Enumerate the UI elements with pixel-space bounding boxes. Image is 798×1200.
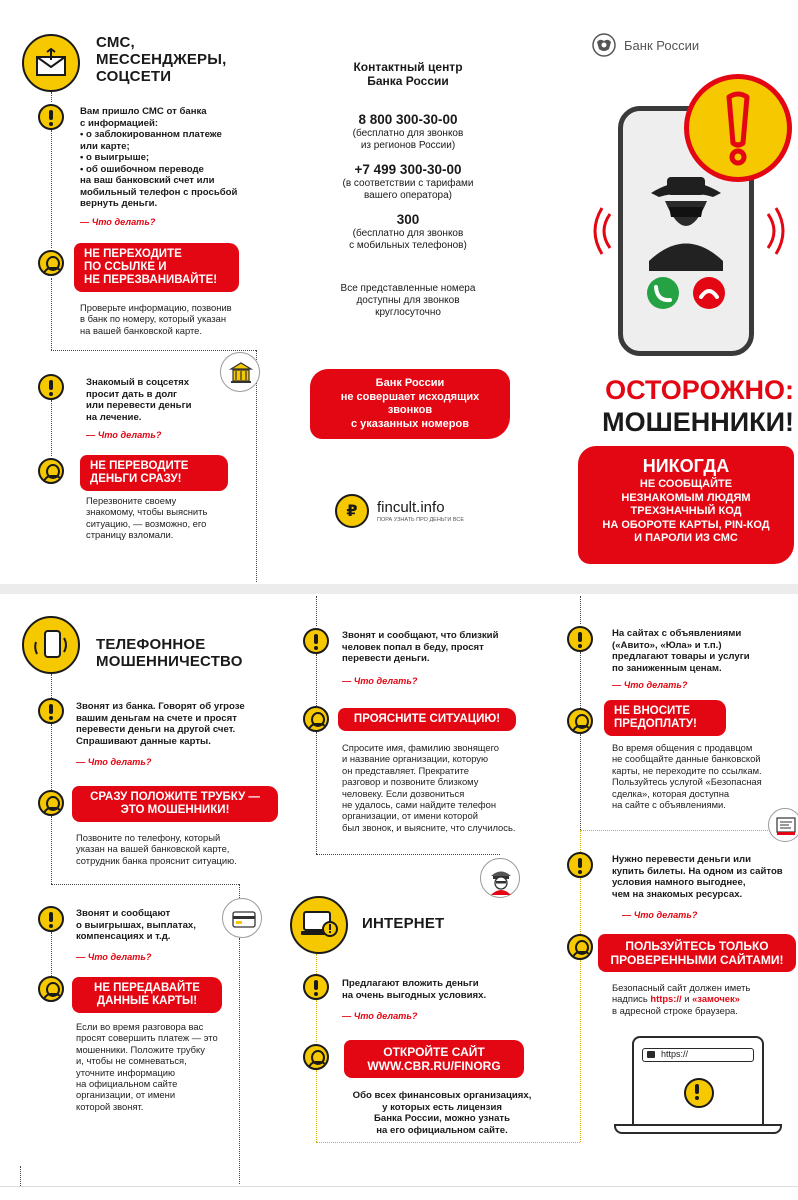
connector-line bbox=[580, 734, 581, 830]
never-share-box: НИКОГДА НЕ СООБЩАЙТЕ НЕЗНАКОМЫМ ЛЮДЯМ ТРЕХЗНАЧНЫЙ КОД НА ОБОРОТЕ КАРТЫ, PIN-КОД И ПАРОЛИ ИЗ СМС bbox=[578, 446, 794, 564]
relative-case-text: Звонят и сообщают, что близкий человек попал в беду, просят перевести деньги. bbox=[342, 630, 499, 664]
what-to-do-label: — Что делать? bbox=[80, 217, 156, 227]
phone-case1-text: Звонят из банка. Говорят об угрозе вашим деньгам на счете и просят перевести деньги на другой счет. Спрашивают данные карты. bbox=[76, 701, 245, 747]
what-to-do-label: — Что делать? bbox=[622, 910, 698, 920]
connector-line bbox=[316, 1142, 580, 1143]
bank-of-russia-logo: Банк России bbox=[590, 32, 699, 58]
connector-line bbox=[580, 652, 581, 708]
bottom-edge bbox=[0, 1186, 798, 1200]
connector-line bbox=[51, 884, 239, 885]
ads-case-text: На сайтах с объявлениями («Авито», «Юла» и т.п.) предлагают товары и услуги по заниженным ценам. bbox=[612, 628, 750, 674]
sms-case1-advice-text: Проверьте информацию, позвонив в банк по номеру, который указан на вашей банковской карте. bbox=[80, 302, 232, 336]
sound-waves-right bbox=[762, 206, 788, 261]
sms-case2-advice-tag: НЕ ПЕРЕВОДИТЕ ДЕНЬГИ СРАЗУ! bbox=[80, 455, 228, 491]
eagle-emblem-icon bbox=[590, 32, 618, 58]
browser-window-illustration bbox=[632, 1036, 764, 1128]
connector-line bbox=[316, 654, 317, 708]
sms-case1-text: Вам пришло СМС от банка с информацией: • о заблокированном платеже или карте; • о выигрыше; • об ошибочном переводе на ваш банковский счет или мобильный телефон с просьбой вернуть деньги. bbox=[80, 106, 238, 209]
fincult-logo[interactable] bbox=[335, 494, 464, 528]
connector-line bbox=[51, 92, 52, 102]
connector-line bbox=[316, 854, 500, 855]
warning-icon bbox=[38, 374, 64, 400]
warning-icon bbox=[38, 104, 64, 130]
phone-case2-advice-tag: НЕ ПЕРЕДАВАЙТЕ ДАННЫЕ КАРТЫ! bbox=[72, 977, 222, 1013]
phone-case2-text: Звонят и сообщают о выигрышах, выплатах, компенсациях и т.д. bbox=[76, 908, 196, 942]
tickets-advice-tag: ПОЛЬЗУЙТЕСЬ ТОЛЬКО ПРОВЕРЕННЫМИ САЙТАМИ! bbox=[598, 934, 796, 972]
lock-icon bbox=[647, 1051, 655, 1058]
ads-advice-text: Во время общения с продавцом не сообщайте данные банковской карты, не переходите по ссылкам. Пользуйтесь услугой «Безопасная сделка», которая доступна на сайте с объявлениями. bbox=[612, 742, 762, 811]
warning-icon bbox=[38, 698, 64, 724]
connector-line bbox=[580, 960, 581, 1142]
connector-line bbox=[51, 674, 52, 698]
relative-advice-text: Спросите имя, фамилию звонящего и название организации, которую он представляет. Прекратите разговор и позвоните близкому человеку. Если дозвониться не удалось, сами найдите телефон организации, от имени которой был звонок, и выясните, что случилось. bbox=[342, 742, 516, 833]
connector-line bbox=[316, 954, 317, 974]
connector-line bbox=[51, 400, 52, 456]
internet-case1-advice: Обо всех финансовых организациях, у которых есть лицензия Банка России, можно узнать на его официальном сайте. bbox=[352, 1090, 532, 1136]
warning-icon bbox=[303, 974, 329, 1000]
connector-line bbox=[316, 1000, 317, 1042]
fincult-name: fincult.info bbox=[377, 499, 445, 516]
sms-case2-text: Знакомый в соцсетях просит дать в долг или перевести деньги на лечение. bbox=[86, 377, 192, 423]
no-outgoing-calls-tag: Банк России не совершает исходящих звонков с указанных номеров bbox=[310, 369, 510, 439]
envelope-icon bbox=[22, 34, 80, 92]
connector-line bbox=[51, 278, 52, 350]
numbers-availability-note: Все представленные номера доступны для звонков круглосуточно bbox=[340, 283, 476, 318]
cbr-website-tag[interactable]: ОТКРОЙТЕ САЙТ WWW.CBR.RU/FINORG bbox=[344, 1040, 524, 1078]
person-icon bbox=[303, 706, 329, 732]
what-to-do-label: — Что делать? bbox=[86, 430, 162, 440]
phone-number-1: 8 800 300-30-00 (бесплатно для звонков из регионов России) bbox=[352, 112, 464, 151]
laptop-base bbox=[614, 1124, 782, 1134]
connector-line bbox=[316, 732, 317, 854]
person-icon bbox=[38, 458, 64, 484]
person-icon bbox=[38, 250, 64, 276]
warning-icon bbox=[303, 628, 329, 654]
internet-case1-text: Предлагают вложить деньги на очень выгодных условиях. bbox=[342, 978, 487, 1001]
internet-section-title: ИНТЕРНЕТ bbox=[362, 915, 445, 932]
connector-line bbox=[51, 932, 52, 976]
sms-case2-advice-text: Перезвоните своему знакомому, чтобы выяснить ситуацию, — возможно, его страницу взломали. bbox=[86, 495, 208, 541]
what-to-do-label: — Что делать? bbox=[76, 757, 152, 767]
fold-divider bbox=[0, 584, 798, 594]
browser-address-bar: https:// bbox=[642, 1048, 754, 1062]
what-to-do-label: — Что делать? bbox=[342, 1011, 418, 1021]
connector-line bbox=[316, 1070, 317, 1142]
sms-case1-advice-tag: НЕ ПЕРЕХОДИТЕ ПО ССЫЛКЕ И НЕ ПЕРЕЗВАНИВАЙТЕ! bbox=[74, 243, 239, 292]
sms-section-title: СМС, МЕССЕНДЖЕРЫ, СОЦСЕТИ bbox=[96, 34, 227, 85]
connector-line bbox=[239, 938, 240, 1184]
connector-line bbox=[51, 130, 52, 248]
person-icon bbox=[38, 790, 64, 816]
person-icon bbox=[303, 1044, 329, 1070]
exclamation-icon bbox=[684, 74, 792, 182]
credit-card-icon bbox=[222, 898, 262, 938]
person-icon bbox=[38, 976, 64, 1002]
connector-line bbox=[580, 830, 776, 831]
classified-ad-icon bbox=[768, 808, 798, 842]
phone-case1-advice-text: Позвоните по телефону, который указан на вашей банковской карте, сотрудник банка прояснит ситуацию. bbox=[76, 832, 237, 866]
connector-line bbox=[580, 596, 581, 624]
phone-call-icon bbox=[22, 616, 80, 674]
phone-fraud-title: ТЕЛЕФОННОЕ МОШЕННИЧЕСТВО bbox=[96, 636, 243, 670]
what-to-do-label: — Что делать? bbox=[342, 676, 418, 686]
spy-agent-icon bbox=[480, 858, 520, 898]
fincult-slogan: ПОРА УЗНАТЬ ПРО ДЕНЬГИ ВСЕ bbox=[377, 517, 464, 523]
connector-line bbox=[316, 596, 317, 626]
connector-line bbox=[580, 830, 581, 852]
connector-line bbox=[51, 724, 52, 790]
connector-line bbox=[51, 350, 256, 351]
sound-waves-left bbox=[590, 206, 616, 261]
relative-advice-tag: ПРОЯСНИТЕ СИТУАЦИЮ! bbox=[338, 708, 516, 731]
ads-advice-tag: НЕ ВНОСИТЕ ПРЕДОПЛАТУ! bbox=[604, 700, 726, 736]
warning-icon bbox=[684, 1078, 714, 1108]
person-icon bbox=[567, 934, 593, 960]
laptop-warning-icon bbox=[290, 896, 348, 954]
contact-center-title: Контактный центр Банка России bbox=[353, 60, 463, 88]
tickets-case-text: Нужно перевести деньги или купить билеты. На одном из сайтов условия намного выгоднее, чем на знакомых ресурсах. bbox=[612, 854, 783, 900]
warning-icon bbox=[567, 626, 593, 652]
warning-icon bbox=[567, 852, 593, 878]
ruble-coin-icon: ₽ bbox=[335, 494, 369, 528]
phone-case1-advice-tag: СРАЗУ ПОЛОЖИТЕ ТРУБКУ — ЭТО МОШЕННИКИ! bbox=[72, 786, 278, 822]
warning-icon bbox=[38, 906, 64, 932]
connector-line bbox=[20, 1166, 21, 1186]
connector-line bbox=[51, 816, 52, 884]
connector-line bbox=[580, 878, 581, 934]
what-to-do-label: — Что делать? bbox=[612, 680, 688, 690]
person-icon bbox=[567, 708, 593, 734]
phone-number-3: 300 (бесплатно для звонков с мобильных телефонов) bbox=[349, 212, 467, 251]
tickets-advice-text: Безопасный сайт должен иметь надпись https:// и «замочек» в адресной строке браузера. bbox=[612, 982, 751, 1016]
cover-title: ОСТОРОЖНО: МОШЕННИКИ! bbox=[602, 375, 794, 437]
phone-case2-advice-text: Если во время разговора вас просят совершить платеж — это мошенники. Положите трубку и, чтобы не сомневаться, уточните информацию на официальном сайте организации, от имени которой звонят. bbox=[76, 1021, 218, 1112]
phone-number-2: +7 499 300-30-00 (в соответствии с тарифами вашего оператора) bbox=[342, 162, 474, 201]
what-to-do-label: — Что делать? bbox=[76, 952, 152, 962]
